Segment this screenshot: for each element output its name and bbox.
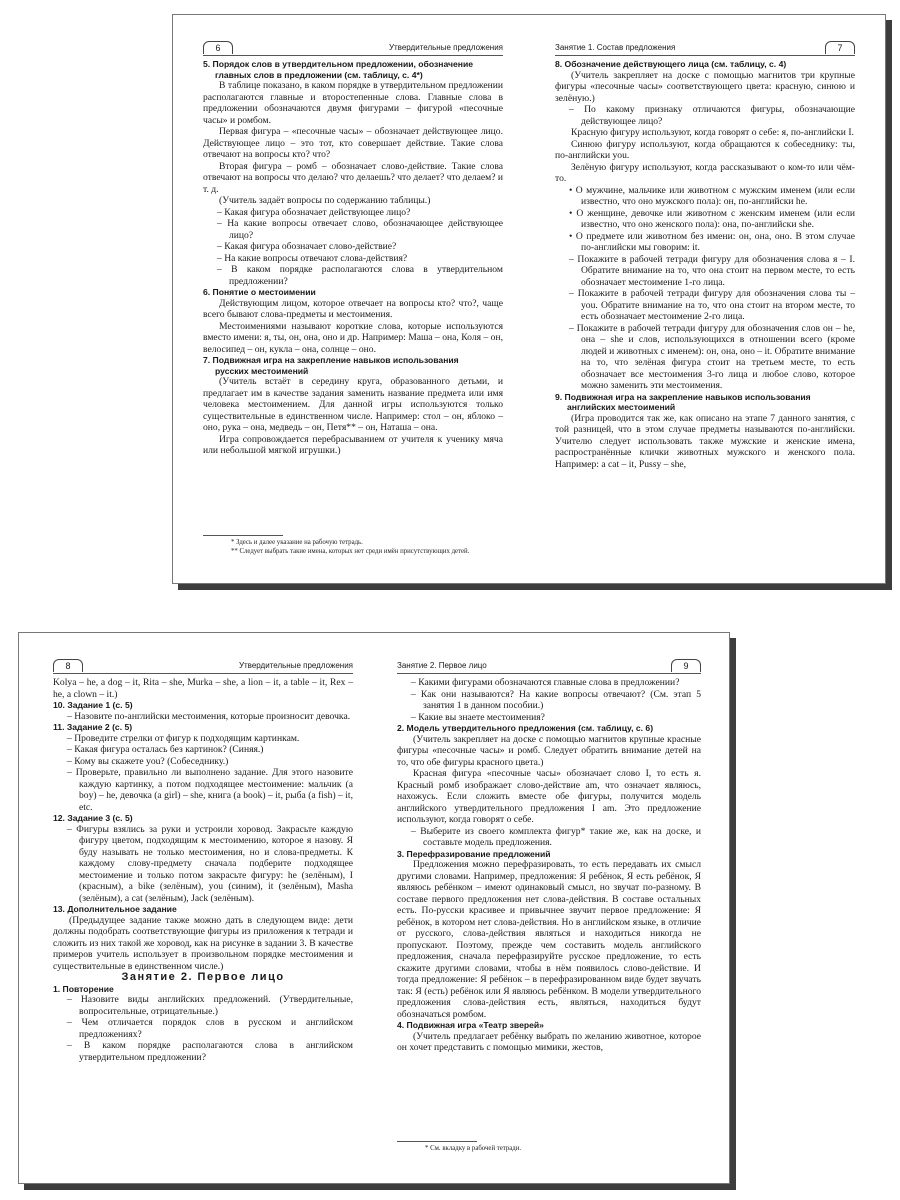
dash-item	[203, 207, 503, 219]
paragraph	[203, 376, 503, 434]
text: Проверьте, правильно ли выполнено задание. Для этого назовите каждую картинку, а потом подходящее местоимение: мальчик (a boy) – he, девочка (a girl) – she, книга (a book) – it, рыба (a fish) – it, etc.	[75, 767, 354, 813]
text: Действующим лицом, которое отвечает на вопросы кто? что?, чаще всего бывают слова-предметы и местоимения.	[203, 297, 503, 321]
page-number: 7	[825, 41, 855, 54]
text: (Учитель предлагает ребёнку выбрать по желанию животное, которое он хочет представить с помощью мимики, жестов,	[397, 1030, 701, 1054]
paragraph	[555, 413, 855, 471]
text: 9. Подвижная игра на закрепление навыков использования	[555, 391, 811, 402]
footnote-rule	[397, 1141, 477, 1142]
paragraph	[203, 126, 503, 161]
page-8	[53, 633, 353, 1183]
section-heading	[53, 984, 353, 995]
running-header	[397, 659, 701, 674]
section-heading	[53, 700, 353, 711]
footnotes	[397, 1141, 701, 1153]
section-heading	[397, 849, 701, 860]
text: В каком порядке располагаются слова в утвердительном предложении?	[229, 264, 503, 287]
section-heading	[203, 287, 503, 298]
text: (Игра проводится так же, как описано на этапе 7 данного занятия, с той разницей, что в этом случае предметы называются по-английски. Учителю следует использовать также мужские и женские имена, распространённые клички животных мужского и женского пола. Например: a cat – it, Pussy – she,	[555, 412, 855, 470]
text: Фигуры взялись за руки и устроили хоровод. Закрасьте каждую фигуру цветом, подходящим к местоимению, которое я назову. Я буду называть не только местоимения, но и слова-предметы. К каждому слову-предмету сначала подберите подходящее местоимение и только потом закрасьте фигуру: he (зелёным), I (красным), a bike (зелёным), you (синим), it (зелёным), Masha (зелёным), a cat (зелёным), Jack (зелёным).	[76, 823, 353, 904]
paragraph	[397, 734, 701, 769]
section-heading	[397, 723, 701, 734]
section-heading	[53, 722, 353, 733]
section-heading	[555, 392, 855, 413]
book-spread-pages-8-9	[18, 632, 730, 1184]
section-heading	[555, 59, 855, 70]
text: О мужчине, мальчике или животном с мужским именем (или если известно, что оно мужского пола): он, по-английски he.	[575, 184, 855, 208]
bullet-item	[555, 208, 855, 231]
paragraph	[203, 298, 503, 321]
section-heading-continuation: русских местоимений	[215, 365, 309, 376]
dash-item	[53, 711, 353, 723]
footnotes	[203, 535, 503, 556]
paragraph	[203, 321, 503, 356]
paragraph	[203, 434, 503, 457]
dash-item	[203, 253, 503, 265]
text: 10. Задание 1 (с. 5)	[53, 700, 133, 710]
text: Назовите виды английских предложений. (Утвердительные, вопросительные, отрицательные.)	[79, 994, 353, 1017]
paragraph	[555, 162, 855, 185]
dash-item	[53, 733, 353, 745]
book-spread-pages-6-7	[172, 14, 886, 584]
paragraph	[203, 80, 503, 126]
running-header-title: Утвердительные предложения	[388, 43, 503, 52]
text: (Предыдущее задание также можно дать в следующем виде: дети должны подобрать соответствующие фигуры из приложения к тетради и сложить из них такой же хоровод, как на рисунке в задании 3. В качестве примеров учитель использует в произвольном порядке местоимения и существительные в единственном числе.)	[53, 914, 353, 972]
paragraph	[397, 1031, 701, 1054]
dash-item	[203, 264, 503, 287]
running-header-title: Утвердительные предложения	[238, 661, 353, 670]
text: Как они называются? На какие вопросы отвечают? (См. этап 5 занятия 1 в данном пособии.)	[420, 688, 701, 711]
text: (Учитель встаёт в середину круга, образованного детьми, и предлагает им в качестве задания заменить название предмета или имя человека местоимением. Для данной игры используются только существительные в единственном числе. Например: стол – он, яблоко – оно, рука – она, медведь – он, Петя** – он, Наташа – она.	[203, 376, 503, 434]
text: Красная фигура «песочные часы» обозначает слово I, то есть я. Красный ромб изображает слово-действие am, что означает являюсь, нахожусь. Если сложить вместе обе фигуры, получится модель английского утвердительного предложения I am. Это предложение используют, когда говорят о себе.	[397, 768, 701, 826]
paragraph	[555, 139, 855, 162]
dash-item	[53, 994, 353, 1017]
dash-item	[53, 1040, 353, 1063]
text: Какая фигура обозначает действующее лицо?	[224, 206, 411, 218]
running-header	[53, 659, 353, 674]
dash-item	[397, 826, 701, 849]
dash-item	[397, 689, 701, 712]
text: Какая фигура обозначает слово-действие?	[224, 241, 397, 253]
page-6	[203, 15, 503, 583]
text: 6. Понятие о местоимении	[203, 287, 316, 298]
text: (Учитель закрепляет на доске с помощью магнитов крупные красные фигуры «песочные часы» и ромб. Следует обратить внимание детей на то, что обе фигуры красного цвета.)	[397, 733, 701, 768]
text: Какими фигурами обозначаются главные слова в предложении?	[418, 677, 680, 688]
text: 12. Задание 3 (с. 5)	[53, 813, 133, 824]
paragraph	[203, 161, 503, 196]
text: Первая фигура – «песочные часы» – обозначает действующее лицо. Действующее лицо – это тот, кто совершает действие. Такие слова отвечают на вопросы кто? что?	[203, 126, 503, 161]
text: 1. Повторение	[53, 983, 114, 994]
paragraph	[53, 677, 353, 700]
footnote: * Здесь и далее указание на рабочую тетрадь.	[231, 539, 363, 546]
text: Местоимениями называют короткие слова, которые используются вместо имени: я, ты, он, она, оно и др. Например: Маша – она, Коля – он, велосипед – он, кукла – она, солнце – оно.	[203, 320, 503, 355]
text: По какому признаку отличаются фигуры, обозначающие действующее лицо?	[581, 104, 855, 127]
dash-item	[397, 712, 701, 724]
text: Какие вы знаете местоимения?	[418, 711, 545, 723]
dash-item	[53, 767, 353, 813]
text: Занятие 2. Первое лицо	[121, 971, 285, 984]
text: Кому вы скажете you? (Собеседнику.)	[74, 755, 229, 767]
dash-item	[397, 677, 701, 689]
text: В таблице показано, в каком порядке в утвердительном предложении располагаются главные и второстепенные слова. Главные слова в предложении обозначаются двумя фигурами – фигурой «песочные часы» и ромбом.	[203, 80, 503, 126]
dash-item	[53, 824, 353, 905]
text: 11. Задание 2 (с. 5)	[53, 722, 133, 733]
text: Покажите в рабочей тетради фигуру для обозначения слова ты – you. Обратите внимание на то, что она стоит на втором месте, то есть обозначает местоимение 2-го лица.	[577, 288, 856, 323]
page-number: 8	[53, 659, 83, 672]
text: На какие вопросы отвечает слово, обозначающее действующее лицо?	[227, 218, 504, 241]
page-number: 9	[671, 659, 701, 672]
bullet-item	[555, 185, 855, 208]
page-body	[397, 677, 701, 1054]
paragraph	[555, 127, 855, 139]
running-header-title: Занятие 2. Первое лицо	[397, 661, 487, 670]
text: Назовите по-английски местоимения, которые произносит девочка.	[74, 710, 351, 722]
section-heading	[203, 59, 503, 80]
text: Чем отличается порядок слов в русском и английском предложениях?	[79, 1017, 354, 1040]
running-header-title: Занятие 1. Состав предложения	[555, 43, 676, 52]
text: В каком порядке располагаются слова в английском утвердительном предложении?	[79, 1040, 353, 1063]
footnote: * См. вкладку в рабочей тетради.	[425, 1145, 522, 1152]
text: Какая фигура осталась без картинок? (Синяя.)	[74, 744, 264, 756]
text: 2. Модель утвердительного предложения (см. таблицу, с. 6)	[397, 723, 654, 733]
text: Зелёную фигуру используют, когда рассказывают о ком-то или чём-то.	[555, 161, 855, 185]
text: Покажите в рабочей тетради фигуру для обозначения слов он – he, она – she и слов, использующихся в отношении всего (кроме людей и животных с именем): он, она, оно – it. Обратите внимание на то, что зелёная фигура стоит на третьем месте, то есть обозначает все местоимения 3-го лица и любое слово, которое можно заменить эти местоимения.	[576, 322, 855, 392]
running-header	[555, 41, 855, 56]
page-7	[555, 15, 855, 583]
section-heading	[53, 813, 353, 824]
footnote-rule	[203, 535, 283, 536]
dash-item	[53, 756, 353, 768]
dash-item	[203, 241, 503, 253]
page-body	[53, 677, 353, 1063]
text: О женщине, девочке или животном с женским именем (или если известно, что оно женского пола): она, по-английски she.	[576, 207, 855, 231]
text: Выберите из своего комплекта фигур* такие же, как на доске, и составьте модель предложения.	[420, 825, 701, 849]
dash-item	[555, 288, 855, 323]
section-heading-continuation: английских местоимений	[567, 402, 676, 413]
text: Синюю фигуру используют, когда обращаются к собеседнику: ты, по-английски you.	[555, 138, 855, 162]
dash-item	[555, 254, 855, 289]
footnote: ** Следует выбрать такие имена, которых нет среди имён присутствующих детей.	[231, 548, 470, 555]
section-heading	[203, 355, 503, 376]
teacher-remark	[203, 195, 503, 207]
text: 4. Подвижная игра «Театр зверей»	[397, 1020, 544, 1031]
section-heading-continuation: главных слов в предложении (см. таблицу, с. 4*)	[215, 69, 423, 80]
chapter-title	[53, 972, 353, 984]
paragraph	[397, 859, 701, 1020]
text: 3. Перефразирование предложений	[397, 848, 551, 859]
text: Игра сопровождается перебрасыванием от учителя к ученику мяча или небольшой мягкой игрушки.)	[203, 433, 503, 457]
paragraph	[555, 70, 855, 105]
page-body	[203, 59, 503, 457]
text: Проведите стрелки от фигур к подходящим картинкам.	[74, 732, 300, 744]
text: (Учитель задаёт вопросы по содержанию таблицы.)	[219, 195, 431, 207]
page-body	[555, 59, 855, 470]
bullet-item	[555, 231, 855, 254]
dash-item	[555, 104, 855, 127]
text: Предложения можно перефразировать, то есть передавать их смысл другими словами. Например, предложения: Я ребёнок, Я есть ребёнок, Я являюсь ребёнком – имеют одинаковый смысл, но звучат по-разному. В составе первого предложения нет слова-действия. В составе остальных есть. По-русски красивее и привычнее звучит первое предложение: Я ребёнок, в котором нет слова-действия. Но в английском языке, в отличие от русского, слова-действия являться и находиться никогда не пропускают. Поэтому, прежде чем составить модель английского предложения, сначала перефразируйте русское предложение, то есть скажите другими словами, чтобы в нём появилось слово-действие. И тогда предложение: Я ребёнок – в перефразированном виде будет звучать так: Я (есть) ребёнок или Я являюсь ребёнком. В модели утвердительного предложения слова-действия есть, являться, находиться будут обозначаться ромбом.	[397, 859, 701, 1020]
dash-item	[203, 218, 503, 241]
text: Покажите в рабочей тетради фигуру для обозначения слова я – I. Обратите внимание на то, что она стоит на первом месте, то есть обозначает местоимение 1-го лица.	[577, 253, 855, 288]
page-9	[397, 633, 701, 1183]
text: (Учитель закрепляет на доске с помощью магнитов три крупные фигуры «песочные часы» соответствующего цвета: красную, синюю и зелёную.)	[555, 69, 855, 104]
paragraph	[397, 768, 701, 826]
text: Kolya – he, a dog – it, Rita – she, Murka – she, a lion – it, a table – it, Rex – he, a clown – it.)	[53, 677, 353, 700]
text: 13. Дополнительное задание	[53, 904, 177, 915]
running-header	[203, 41, 503, 56]
section-heading	[397, 1020, 701, 1031]
dash-item	[53, 1017, 353, 1040]
paragraph	[53, 915, 353, 973]
dash-item	[53, 744, 353, 756]
text: О предмете или животном без имени: он, она, оно. В этом случае по-английски мы говорим: it.	[575, 230, 856, 254]
text: 8. Обозначение действующего лица (см. таблицу, с. 4)	[555, 59, 787, 69]
text: Вторая фигура – ромб – обозначает слово-действие. Такие слова отвечают на вопросы что делаю? что делаешь? что делает? что делаем? и т. д.	[203, 160, 504, 195]
dash-item	[555, 323, 855, 392]
page-number: 6	[203, 41, 233, 54]
text: 5. Порядок слов в утвердительном предложении, обозначение	[203, 59, 474, 69]
text: На какие вопросы отвечают слова-действия?	[224, 252, 408, 264]
text: Красную фигуру используют, когда говорят о себе: я, по-английски I.	[571, 127, 854, 139]
text: 7. Подвижная игра на закрепление навыков использования	[203, 355, 459, 366]
section-heading	[53, 904, 353, 915]
